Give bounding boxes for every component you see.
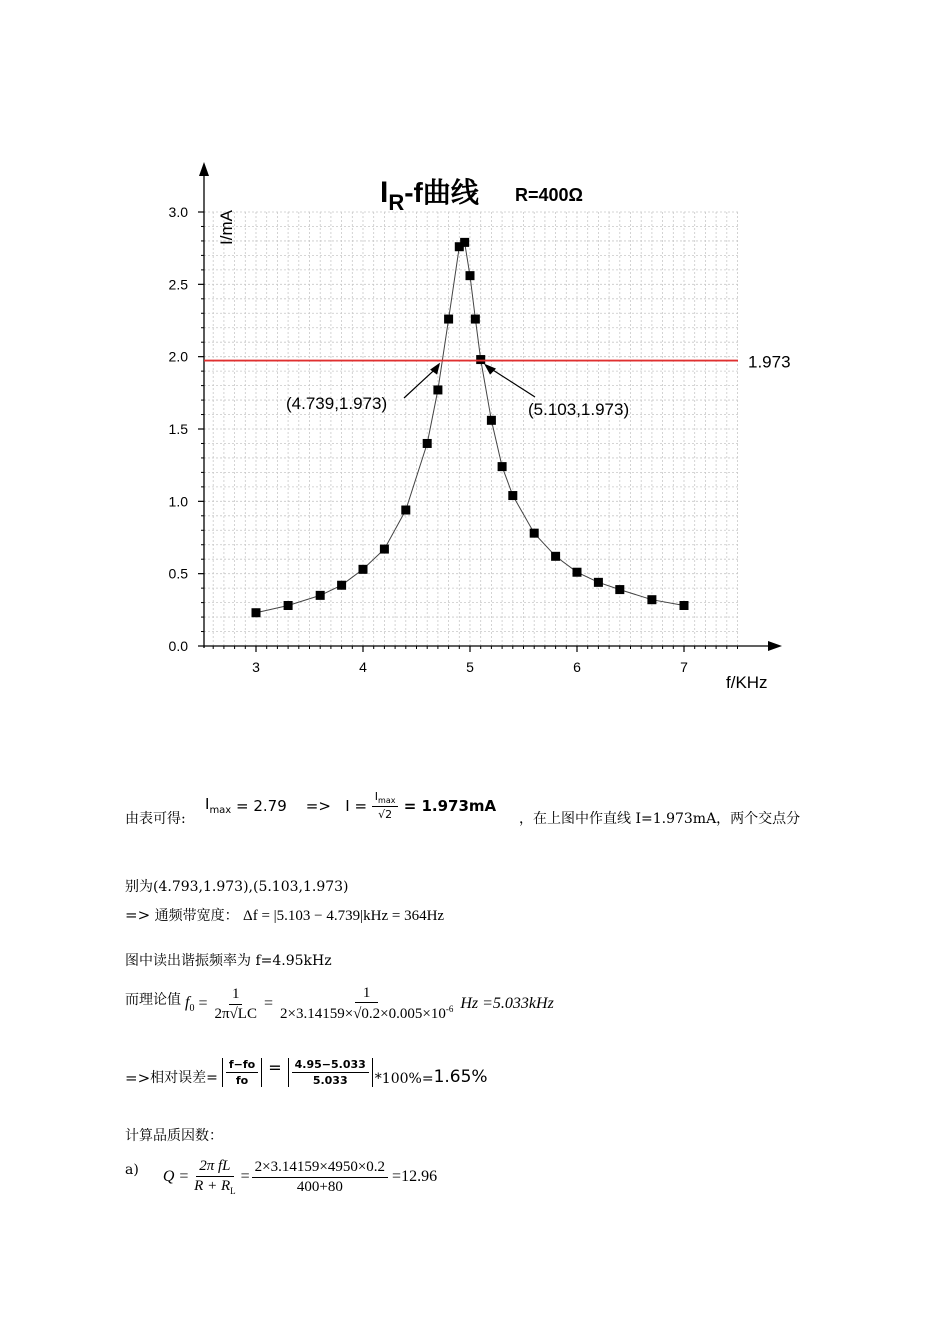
x-tick-label: 5 [466, 659, 474, 675]
data-point [337, 581, 346, 590]
chart-hline [204, 353, 791, 372]
data-point [615, 585, 624, 594]
line-intersections: 别为(4.793,1.973),(5.103,1.973) [125, 879, 349, 895]
data-point [316, 591, 325, 600]
line-quality-factor-heading: 计算品质因数： [125, 1128, 223, 1144]
y-axis-arrow [199, 162, 209, 176]
y-tick-label: 2.0 [168, 348, 188, 365]
data-point [359, 565, 368, 574]
data-point [594, 578, 603, 587]
data-point [423, 439, 432, 448]
line-quality-factor: a) Q = $\frac{\text{2π fL}}{R + R_L}$ = $\frac{2\times 3.14159\times 4950\times 0.2}{400+80}$ =12.96 [125, 1158, 438, 1196]
data-point [680, 601, 689, 610]
data-point [647, 595, 656, 604]
data-point [487, 416, 496, 425]
y-axis-label: I/mA [217, 210, 236, 245]
data-point [401, 506, 410, 515]
intro-label: 由表可得: [125, 811, 186, 827]
x-tick-label: 3 [252, 659, 260, 675]
line-theory: 而理论值 $f_0$ = $\frac{1}{2\pi√LC}$ = $\frac{1}{2\times 3.14159\times√0.2\times 0.005\times 10^{-6}}$ Hz =5.033kHz [125, 985, 554, 1022]
x-tick-label: 6 [573, 659, 581, 675]
line-resonance: 图中读出谐振频率为 f=4.95kHz [125, 953, 332, 969]
chart-title: IR-f曲线 [380, 176, 479, 215]
annotation-left: (4.739,1.973) [286, 394, 388, 413]
data-point [551, 552, 560, 561]
data-point [433, 385, 442, 394]
y-tick-label: 1.0 [168, 493, 188, 510]
y-tick-label: 1.5 [168, 421, 188, 437]
data-point [476, 355, 485, 364]
data-point [284, 601, 293, 610]
line-relative-error: => 相对误差= $\frac{f-fo}{fo}$ = $\frac{4.95-5.033}{5.033}$ *100%= 1.65% [125, 1058, 488, 1087]
data-point [530, 529, 539, 538]
x-axis-label: f/KHz [726, 673, 768, 692]
line-bandwidth: => 通频带宽度： Δf = |5.103 − 4.739|kHz = 364Hz [125, 906, 445, 924]
data-point [498, 462, 507, 471]
x-axis-arrow [768, 641, 782, 651]
data-point [444, 315, 453, 324]
x-tick-label: 4 [359, 659, 367, 675]
y-tick-label: 0.0 [168, 638, 188, 654]
data-point [573, 568, 582, 577]
y-tick-label: 2.5 [168, 276, 188, 293]
data-point [252, 608, 261, 617]
imax-formula: $I_{max}$ = 2.79 => I = $\frac{I_{max}}{√2}$ = 1.973mA [205, 790, 497, 822]
data-point [471, 315, 480, 324]
y-tick-label: 0.5 [168, 565, 188, 582]
y-tick-label: 3.0 [168, 204, 188, 220]
annotation-right: (5.103,1.973) [528, 400, 630, 419]
reference-line-label: 1.973 [748, 352, 791, 372]
data-point [508, 491, 517, 500]
bandwidth-formula: Δf = |5.103 − 4.739|kHz = 364Hz [243, 908, 445, 924]
annotation-right-arrowhead [484, 364, 496, 375]
data-point [466, 271, 475, 280]
x-tick-label: 7 [680, 659, 688, 675]
data-point [460, 238, 469, 247]
chart-title-param: R=400Ω [515, 185, 583, 205]
intro-suffix: ，在上图中作直线 I=1.973mA，两个交点分 [519, 811, 801, 827]
data-point [380, 545, 389, 554]
